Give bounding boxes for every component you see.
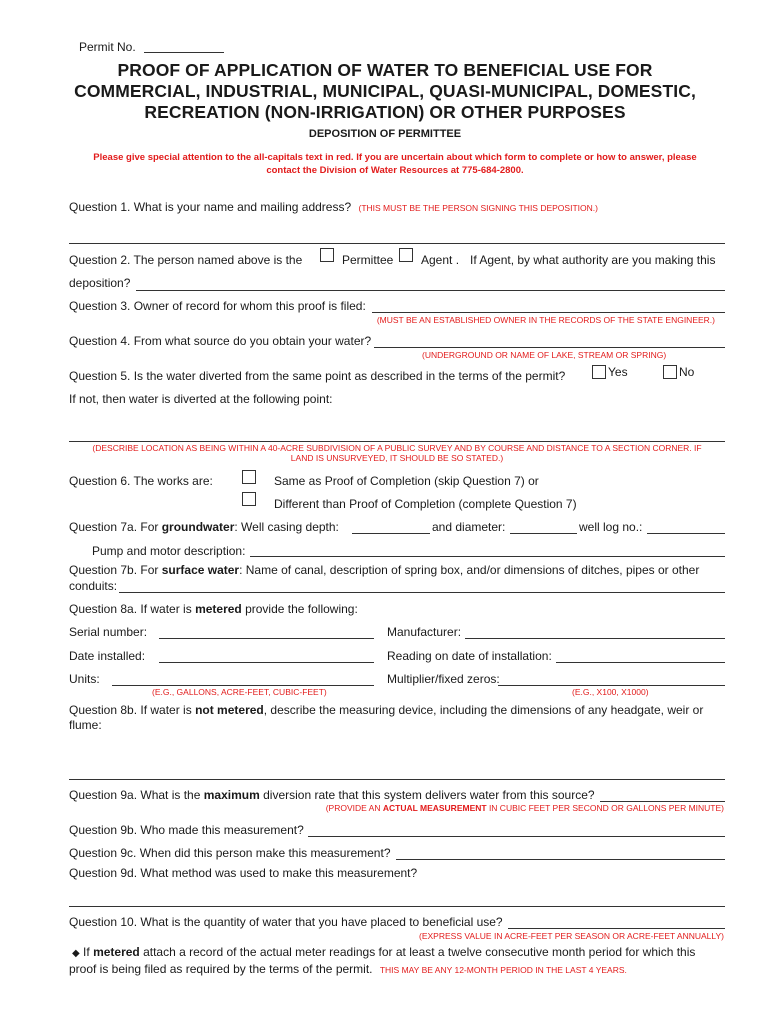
question-9b-answer-line[interactable] <box>308 836 725 837</box>
question-2-text: Question 2. The person named above is the <box>69 253 303 267</box>
question-2-tail: If Agent, by what authority are you making this <box>470 253 716 267</box>
question-7b-answer-line[interactable] <box>119 592 725 593</box>
question-8b-bold: not metered <box>195 703 264 717</box>
different-than-proof-label: Different than Proof of Completion (complete Question 7) <box>274 497 577 511</box>
question-9a-bold: maximum <box>203 788 260 802</box>
question-10-bullet-line-2 <box>69 962 627 976</box>
question-3-answer-line[interactable] <box>372 312 725 313</box>
question-9c-text: Question 9c. When did this person make this measurement? <box>69 846 391 860</box>
question-8a-text <box>69 602 358 616</box>
manufacturer-label: Manufacturer: <box>387 625 462 639</box>
date-installed-label: Date installed: <box>69 649 146 663</box>
question-8a-prefix: Question 8a. If water is <box>69 602 196 616</box>
multiplier-note: (E.G., X100, X1000) <box>572 687 649 697</box>
permit-number-field[interactable] <box>144 52 224 53</box>
question-8b-prefix: Question 8b. If water is <box>69 703 196 717</box>
question-5-line-2: If not, then water is diverted at the following point: <box>69 392 333 406</box>
question-10-answer-line[interactable] <box>508 928 725 929</box>
question-2-answer-line[interactable] <box>136 290 725 291</box>
question-9b-text: Question 9b. Who made this measurement? <box>69 823 304 837</box>
question-4-text: Question 4. From what source do you obtain your water? <box>69 334 372 348</box>
question-7b-line-2: conduits: <box>69 579 118 593</box>
manufacturer-field[interactable] <box>465 638 725 639</box>
serial-number-label: Serial number: <box>69 625 148 639</box>
question-1-note: (THIS MUST BE THE PERSON SIGNING THIS DEPOSITION.) <box>358 203 598 213</box>
well-log-field[interactable] <box>647 533 725 534</box>
permit-label: Permit No. <box>79 40 136 54</box>
pump-motor-label: Pump and motor description: <box>92 544 246 558</box>
question-3-note: (MUST BE AN ESTABLISHED OWNER IN THE RECORDS OF THE STATE ENGINEER.) <box>376 315 715 325</box>
multiplier-label: Multiplier/fixed zeros: <box>387 672 500 686</box>
pump-motor-field[interactable] <box>250 556 725 557</box>
question-9d-answer-line[interactable] <box>69 906 725 907</box>
question-10-bullet-bold: metered <box>93 945 140 959</box>
question-5-text: Question 5. Is the water diverted from the same point as described in the terms of the permit? <box>69 369 566 383</box>
agent-checkbox[interactable] <box>399 248 413 262</box>
question-9a-text <box>69 788 595 802</box>
question-9d-text: Question 9d. What method was used to make this measurement? <box>69 866 418 880</box>
units-note: (E.G., GALLONS, ACRE-FEET, CUBIC-FEET) <box>152 687 327 697</box>
title-line-3: RECREATION (NON-IRRIGATION) OR OTHER PURPOSES <box>144 102 626 122</box>
question-8a-bold: metered <box>195 602 242 616</box>
question-4-note: (UNDERGROUND OR NAME OF LAKE, STREAM OR SPRING) <box>422 350 667 360</box>
notice-line-1: Please give special attention to the all-capitals text in red. If you are uncertain about which form to complete or how to answer, please <box>93 152 697 163</box>
same-as-proof-checkbox[interactable] <box>242 470 256 484</box>
well-log-label: well log no.: <box>579 520 643 534</box>
yes-label: Yes <box>608 365 628 379</box>
question-7b-text <box>69 563 699 577</box>
different-than-proof-checkbox[interactable] <box>242 492 256 506</box>
reading-label: Reading on date of installation: <box>387 649 552 663</box>
permittee-label: Permittee <box>342 253 394 267</box>
question-10-bullet-note: THIS MAY BE ANY 12-MONTH PERIOD IN THE LAST 4 YEARS. <box>379 965 627 975</box>
permittee-checkbox[interactable] <box>320 248 334 262</box>
diameter-field[interactable] <box>510 533 577 534</box>
reading-field[interactable] <box>556 662 725 663</box>
yes-checkbox[interactable] <box>592 365 606 379</box>
question-8b-text <box>69 703 703 717</box>
question-7a-prefix: Question 7a. For <box>69 520 162 534</box>
well-casing-depth-label: : Well casing depth: <box>234 520 339 534</box>
question-1 <box>69 200 598 214</box>
question-10-note: (EXPRESS VALUE IN ACRE-FEET PER SEASON OR ACRE-FEET ANNUALLY) <box>419 931 724 941</box>
date-installed-field[interactable] <box>159 662 374 663</box>
question-7a-text <box>69 520 339 534</box>
subtitle: DEPOSITION OF PERMITTEE <box>308 128 462 140</box>
question-5-note-2: LAND IS UNSURVEYED, IT SHOULD BE SO STATED.) <box>290 453 504 463</box>
question-10-text: Question 10. What is the quantity of water that you have placed to beneficial use? <box>69 915 503 929</box>
question-10-bullet-rest: attach a record of the actual meter readings for at least a twelve consecutive month period for which this <box>139 945 696 959</box>
serial-number-field[interactable] <box>159 638 374 639</box>
question-4-answer-line[interactable] <box>374 347 725 348</box>
units-field[interactable] <box>112 685 374 686</box>
question-10-bullet <box>72 945 695 959</box>
question-7a-bold: groundwater <box>161 520 235 534</box>
title-line-2: COMMERCIAL, INDUSTRIAL, MUNICIPAL, QUASI-MUNICIPAL, DOMESTIC, <box>74 81 696 101</box>
question-9a-prefix: Question 9a. What is the <box>69 788 204 802</box>
no-checkbox[interactable] <box>663 365 677 379</box>
question-8b-rest: , describe the measuring device, including the dimensions of any headgate, weir or <box>263 703 704 717</box>
question-10-bullet-line-2-text: proof is being filed as required by the terms of the permit. <box>69 962 373 976</box>
question-7b-bold: surface water <box>161 563 240 577</box>
question-9a-note <box>326 803 724 813</box>
same-as-proof-label: Same as Proof of Completion (skip Question 7) or <box>274 474 539 488</box>
units-label: Units: <box>69 672 100 686</box>
agent-label: Agent . <box>421 253 460 267</box>
question-9a-note-bold: ACTUAL MEASUREMENT <box>382 803 487 813</box>
multiplier-field[interactable] <box>498 685 725 686</box>
question-2-line-2: deposition? <box>69 276 131 290</box>
question-6-text: Question 6. The works are: <box>69 474 213 488</box>
question-8b-line-2: flume: <box>69 718 102 732</box>
question-1-answer-line[interactable] <box>69 243 725 244</box>
question-10-bullet-pre: If <box>83 945 94 959</box>
question-3-text: Question 3. Owner of record for whom this proof is filed: <box>69 299 366 313</box>
notice-line-2: contact the Division of Water Resources at 775-684-2800. <box>266 165 524 176</box>
question-1-text: Question 1. What is your name and mailing address? <box>69 200 352 214</box>
question-9a-rest: diversion rate that this system delivers water from this source? <box>259 788 595 802</box>
question-8b-answer-line[interactable] <box>69 779 725 780</box>
question-7b-prefix: Question 7b. For <box>69 563 162 577</box>
diamond-bullet-icon: ◆ <box>72 948 80 959</box>
question-9c-answer-line[interactable] <box>396 859 725 860</box>
question-9a-answer-line[interactable] <box>600 801 725 802</box>
question-8a-rest: provide the following: <box>241 602 358 616</box>
question-5-note-1: (DESCRIBE LOCATION AS BEING WITHIN A 40-ACRE SUBDIVISION OF A PUBLIC SURVEY AND BY COURSE AND DISTANCE TO A SECTION CORNER. IF <box>92 443 702 453</box>
question-9a-note-post: IN CUBIC FEET PER SECOND OR GALLONS PER MINUTE) <box>486 803 724 813</box>
diameter-label: and diameter: <box>432 520 506 534</box>
question-9a-note-pre: (PROVIDE AN <box>325 803 383 813</box>
no-label: No <box>679 365 695 379</box>
title-line-1: PROOF OF APPLICATION OF WATER TO BENEFICIAL USE FOR <box>117 60 653 80</box>
question-5-answer-line[interactable] <box>69 441 725 442</box>
well-casing-depth-field[interactable] <box>352 533 430 534</box>
question-7b-rest: : Name of canal, description of spring box, and/or dimensions of ditches, pipes or other <box>239 563 700 577</box>
